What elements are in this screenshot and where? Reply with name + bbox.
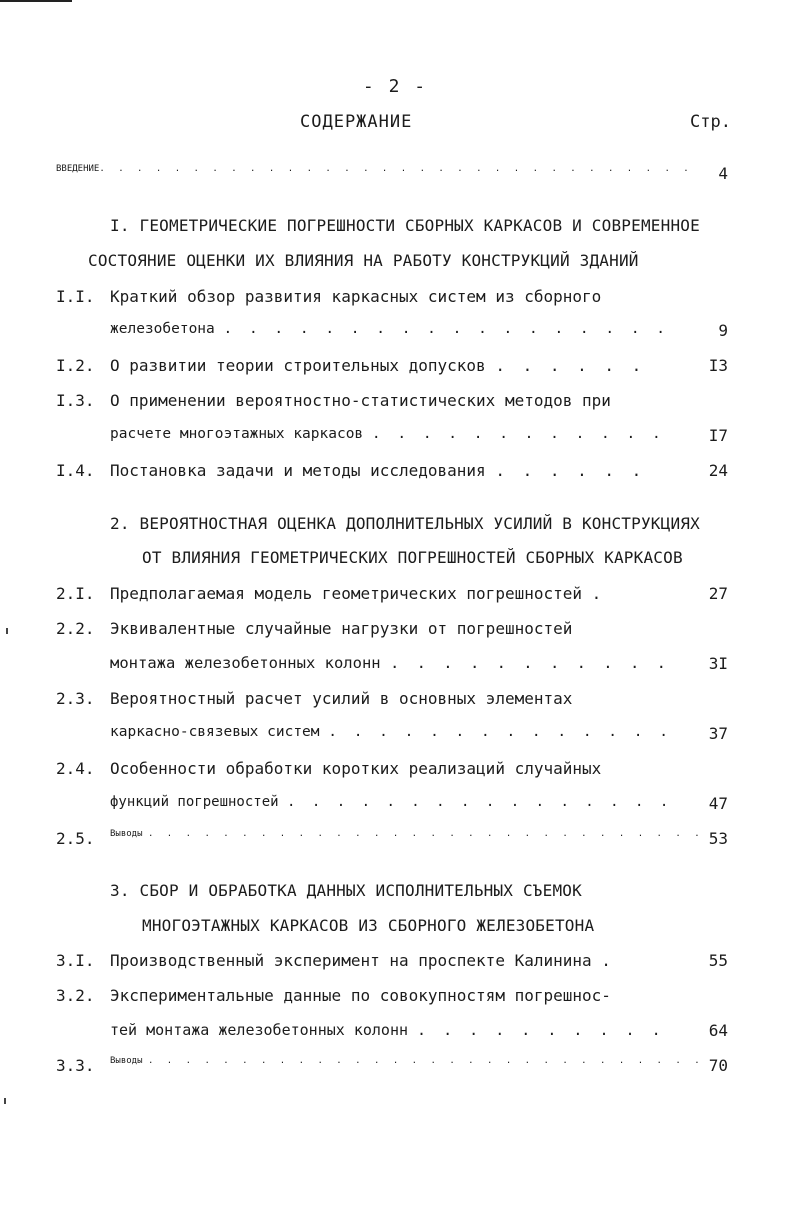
- entry-title: монтажа железобетонных колонн: [110, 654, 381, 672]
- entry-title: функций погрешностей: [110, 794, 279, 810]
- entry-title: тей монтажа железобетонных колонн: [110, 1021, 409, 1039]
- entry-page: I3: [708, 356, 728, 375]
- entry-title: Выводы: [110, 829, 143, 839]
- entry-page: 64: [708, 1021, 728, 1040]
- leader-dots: . . . . . . . . . . . . . . . . . . . . . . . . . . . . . . . .: [99, 164, 693, 174]
- entry-number: 2.2.: [56, 619, 95, 638]
- entry-number: 3.2.: [56, 986, 95, 1005]
- chapter-heading: I. ГЕОМЕТРИЧЕСКИЕ ПОГРЕШНОСТИ СБОРНЫХ КАРКАСОВ И СОВРЕМЕННОЕ: [110, 216, 700, 235]
- toc-entry: [110, 829, 704, 839]
- toc-entry-continuation: [110, 794, 672, 810]
- entry-number: 2.4.: [56, 759, 95, 778]
- entry-title: О применении вероятностно-статистических методов при: [110, 391, 611, 410]
- entry-title: О развитии теории строительных допусков: [110, 356, 486, 375]
- entry-title: Постановка задачи и методы исследования: [110, 461, 486, 480]
- toc-title: СОДЕРЖАНИЕ: [300, 112, 413, 132]
- entry-number: I.3.: [56, 391, 95, 410]
- entry-number: I.4.: [56, 461, 95, 480]
- leader-dots: . . . . . . . . . . . . . . . . . . . . . . . . . . . . . .: [147, 829, 704, 839]
- toc-entry-continuation: [110, 654, 670, 672]
- entry-page: 9: [718, 321, 728, 340]
- entry-page: 70: [708, 1056, 728, 1075]
- entry-title: Особенности обработки коротких реализаций случайных: [110, 759, 602, 778]
- entry-title: Производственный эксперимент на проспекте Калинина: [110, 951, 592, 970]
- toc-entry: [110, 951, 615, 970]
- toc-entry-continuation: [110, 321, 669, 337]
- leader-dots: . . . . . . . . . . . . . . . . . . . . . . . . . . . . . .: [147, 1056, 704, 1066]
- entry-title: расчете многоэтажных каркасов: [110, 426, 364, 442]
- leader-dots: . . . . . . . . . . . .: [371, 426, 665, 442]
- leader-dots: . . . . . .: [495, 461, 646, 480]
- page-column-header: Стр.: [690, 112, 731, 132]
- toc-entry: [110, 461, 645, 480]
- entry-title: Краткий обзор развития каркасных систем из сборного: [110, 287, 602, 306]
- chapter-heading: ОТ ВЛИЯНИЯ ГЕОМЕТРИЧЕСКИХ ПОГРЕШНОСТЕЙ СБОРНЫХ КАРКАСОВ: [142, 548, 683, 567]
- leader-dots: . . . . . . . . . . . . . . . .: [287, 794, 673, 810]
- entry-page: 47: [708, 794, 728, 813]
- toc-entry-continuation: [110, 1021, 665, 1039]
- leader-dots: . . . . . .: [495, 356, 646, 375]
- entry-title: Экспериментальные данные по совокупностям погрешнос-: [110, 986, 611, 1005]
- entry-title: Предполагаемая модель геометрических погрешностей: [110, 584, 583, 603]
- scan-speck: [6, 628, 8, 634]
- toc-entry: [110, 584, 605, 603]
- chapter-heading: 3. СБОР И ОБРАБОТКА ДАННЫХ ИСПОЛНИТЕЛЬНЫХ СЪЕМОК: [110, 881, 582, 900]
- leader-dots: . . . . . . . . . . . . . . . . . .: [223, 321, 670, 337]
- toc-entry: [110, 1056, 704, 1066]
- entry-page: 37: [708, 724, 728, 743]
- scan-speck: [4, 1098, 6, 1104]
- chapter-heading: МНОГОЭТАЖНЫХ КАРКАСОВ ИЗ СБОРНОГО ЖЕЛЕЗОБЕТОНА: [142, 916, 595, 935]
- page-number: - 2 -: [362, 76, 428, 97]
- entry-page: 4: [718, 164, 728, 183]
- entry-title: каркасно-связевых систем: [110, 724, 320, 740]
- chapter-heading: 2. ВЕРОЯТНОСТНАЯ ОЦЕНКА ДОПОЛНИТЕЛЬНЫХ УСИЛИЙ В КОНСТРУКЦИЯХ: [110, 514, 700, 533]
- leader-dots: . . . . . . . . . . .: [389, 654, 670, 672]
- toc-entry-continuation: [110, 724, 672, 740]
- chapter-heading: СОСТОЯНИЕ ОЦЕНКИ ИХ ВЛИЯНИЯ НА РАБОТУ КОНСТРУКЦИЙ ЗДАНИЙ: [88, 251, 639, 270]
- entry-title: железобетона: [110, 321, 215, 337]
- entry-title: Вероятностный расчет усилий в основных элементах: [110, 689, 573, 708]
- leader-dots: .: [601, 951, 615, 970]
- entry-page: 55: [708, 951, 728, 970]
- entry-page: 53: [708, 829, 728, 848]
- entry-number: I.I.: [56, 287, 95, 306]
- entry-number: 2.I.: [56, 584, 95, 603]
- toc-entry: [110, 356, 645, 375]
- entry-page: 3I: [708, 654, 728, 673]
- entry-title: Выводы: [110, 1056, 143, 1066]
- entry-number: 3.3.: [56, 1056, 95, 1075]
- entry-page: I7: [708, 426, 728, 445]
- leader-dots: . . . . . . . . . . . . . .: [328, 724, 672, 740]
- entry-title: ВВЕДЕНИЕ: [56, 164, 100, 174]
- scan-edge-mark: [0, 0, 72, 2]
- entry-page: 27: [708, 584, 728, 603]
- leader-dots: . . . . . . . . . .: [417, 1021, 665, 1039]
- entry-number: 2.3.: [56, 689, 95, 708]
- entry-number: 2.5.: [56, 829, 95, 848]
- entry-page: 24: [708, 461, 728, 480]
- entry-title: Эквивалентные случайные нагрузки от погрешностей: [110, 619, 573, 638]
- leader-dots: .: [591, 584, 606, 603]
- toc-entry-continuation: [110, 426, 665, 442]
- toc-entry-intro: [56, 164, 693, 174]
- entry-number: 3.I.: [56, 951, 95, 970]
- entry-number: I.2.: [56, 356, 95, 375]
